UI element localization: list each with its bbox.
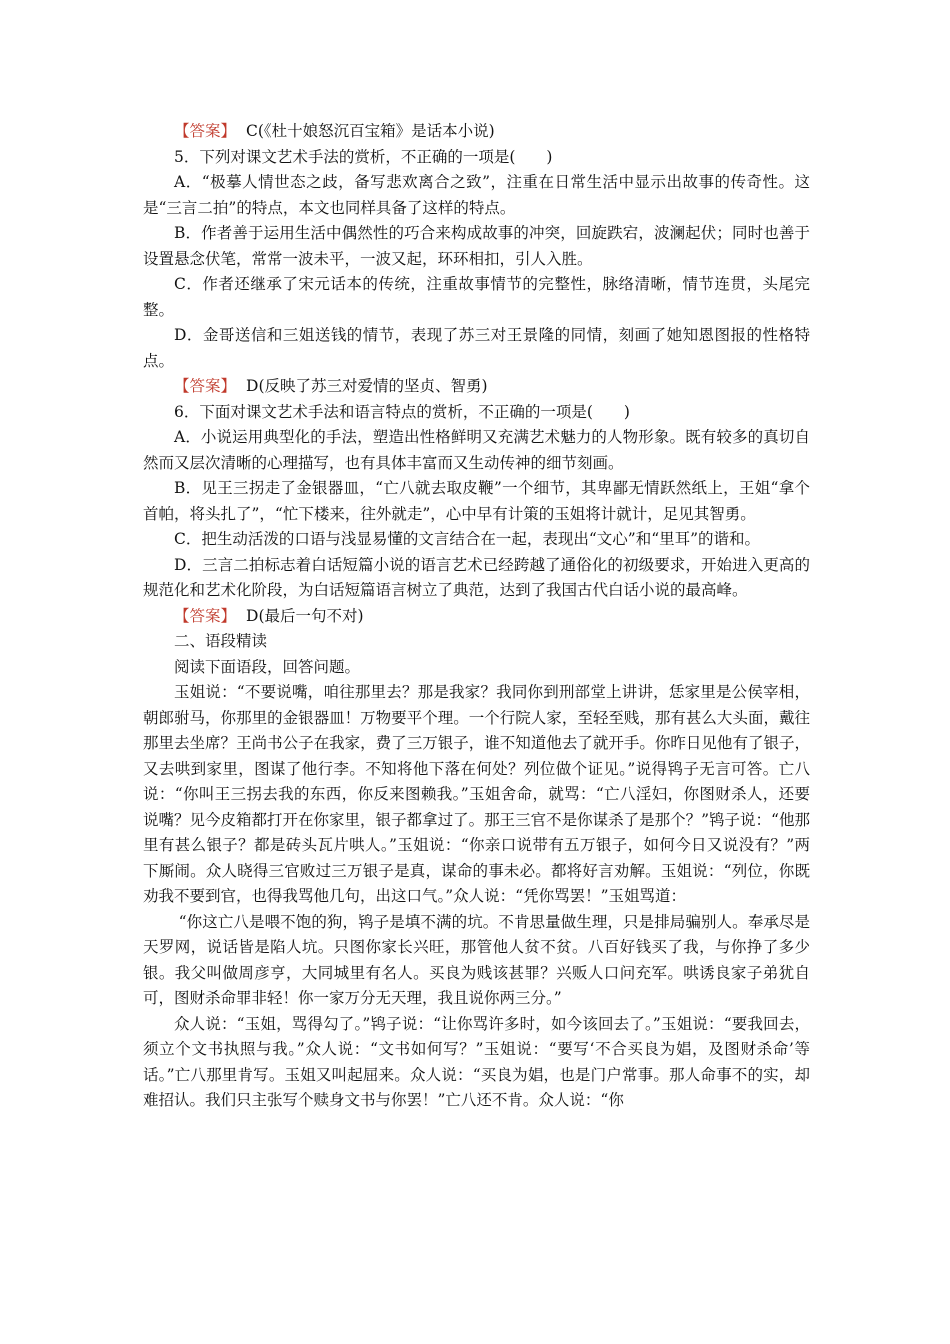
question-6-option-b: B．见王三拐走了金银器皿，“亡八就去取皮鞭”一个细节，其卑鄙无情跃然纸上，王姐“拿个首帕，将头扎了”，“忙下楼来，往外就走”，心中早有计策的玉姐将计就计，足见其智勇。 [143, 479, 810, 523]
passage-paragraph-3: 众人说：“玉姐，骂得勾了。”鸨子说：“让你骂许多时，如今该回去了。”玉姐说：“要我回去，须立个文书执照与我。”众人说：“文书如何写？”玉姐说：“要写‘不合买良为娼，及图财杀命’等话。”亡八那里肯写。玉姐又叫起屈来。众人说：“买良为娼，也是门户常事。那人命事不的实，却难招认。我们只主张写个赎身文书与你罢！”亡八还不肯。众人说：“你 [143, 1014, 810, 1109]
question-5-option-c: C．作者还继承了宋元话本的传统，注重故事情节的完整性，脉络清晰，情节连贯，头尾完整。 [143, 275, 810, 319]
passage-paragraph-2: “你这亡八是喂不饱的狗，鸨子是填不满的坑。不肯思量做生理，只是排局骗别人。奉承尽是天罗网，说话皆是陷人坑。只图你家长兴旺，那管他人贫不贫。八百好钱买了我，与你挣了多少银。我父叫做周彦亨，大同城里有名人。买良为贱该甚罪？兴贩人口问充军。哄诱良家子弟犹自可，图财杀命罪非轻！你一家万分无天理，我且说你两三分。” [143, 912, 810, 1007]
question-5-option-d: D．金哥送信和三姐送钱的情节，表现了苏三对王景隆的同情，刻画了她知恩图报的性格特点。 [143, 326, 810, 370]
question-5-stem: 5．下列对课文艺术手法的赏析，不正确的一项是( ) [174, 147, 553, 166]
answer-text: D(反映了苏三对爱情的坚贞、智勇) [246, 377, 488, 395]
question-6-option-d: D．三言二拍标志着白话短篇小说的语言艺术已经跨越了通俗化的初级要求，开始进入更高的规范化和艺术化阶段，为白话短篇语言树立了典范，达到了我国古代白话小说的最高峰。 [143, 555, 810, 599]
question-5-option-b: B．作者善于运用生活中偶然性的巧合来构成故事的冲突，回旋跌宕，波澜起伏；同时也善于设置悬念伏笔，常常一波未平，一波又起，环环相扣，引人入胜。 [143, 224, 810, 268]
answer-text: C(《杜十娘怒沉百宝箱》是话本小说) [246, 122, 495, 140]
answer-tag: 【答案】 [174, 122, 237, 140]
document-body [143, 119, 810, 1114]
question-6-stem: 6．下面对课文艺术手法和语言特点的赏析，不正确的一项是( ) [174, 402, 630, 421]
answer-text: D(最后一句不对) [246, 606, 364, 625]
question-6-option-a: A．小说运用典型化的手法，塑造出性格鲜明又充满艺术魅力的人物形象。既有较多的真切自然而又层次清晰的心理描写，也有具体丰富而又生动传神的细节刻画。 [143, 428, 810, 472]
question-6-option-c: C．把生动活泼的口语与浅显易懂的文言结合在一起，表现出“文心”和“里耳”的谐和。 [174, 530, 761, 548]
answer-tag: 【答案】 [174, 377, 237, 395]
answer-line-4 [143, 119, 810, 145]
answer-line-5 [143, 374, 810, 400]
answer-tag: 【答案】 [174, 606, 237, 625]
question-5-option-a: A．“极摹人情世态之歧，备写悲欢离合之致”，注重在日常生活中显示出故事的传奇性。这是“三言二拍”的特点，本文也同样具备了这样的特点。 [143, 173, 810, 217]
answer-line-6 [143, 604, 810, 630]
section-heading: 二、语段精读 [174, 632, 268, 650]
passage-paragraph-1: 玉姐说：“不要说嘴，咱往那里去？那是我家？我同你到刑部堂上讲讲，恁家里是公侯宰相，朝郎驸马，你那里的金银器皿！万物要平个理。一个行院人家，至轻至贱，那有甚么大头面，戴往那里去坐席？王尚书公子在我家，费了三万银子，谁不知道他去了就开手。你昨日见他有了银子，又去哄到家里，图谋了他行李。不知将他下落在何处？列位做个证见。”说得鸨子无言可答。亡八说：“你叫王三拐去我的东西，你反来图赖我。”玉姐舍命，就骂：“亡八淫妇，你图财杀人，还要说嘴？见今皮箱都打开在你家里，银子都拿过了。那王三官不是你谋杀了是那个？”鸨子说：“他那里有甚么银子？都是砖头瓦片哄人。”玉姐说：“你亲口说带有五万银子，如何今日又说没有？”两下厮闹。众人晓得三官败过三万银子是真，谋命的事未必。都将好言劝解。玉姐说：“列位，你既劝我不要到官，也得我骂他几句，出这口气。”众人说：“凭你骂罢！”玉姐骂道： [143, 683, 810, 905]
section-instruction: 阅读下面语段，回答问题。 [174, 657, 361, 676]
